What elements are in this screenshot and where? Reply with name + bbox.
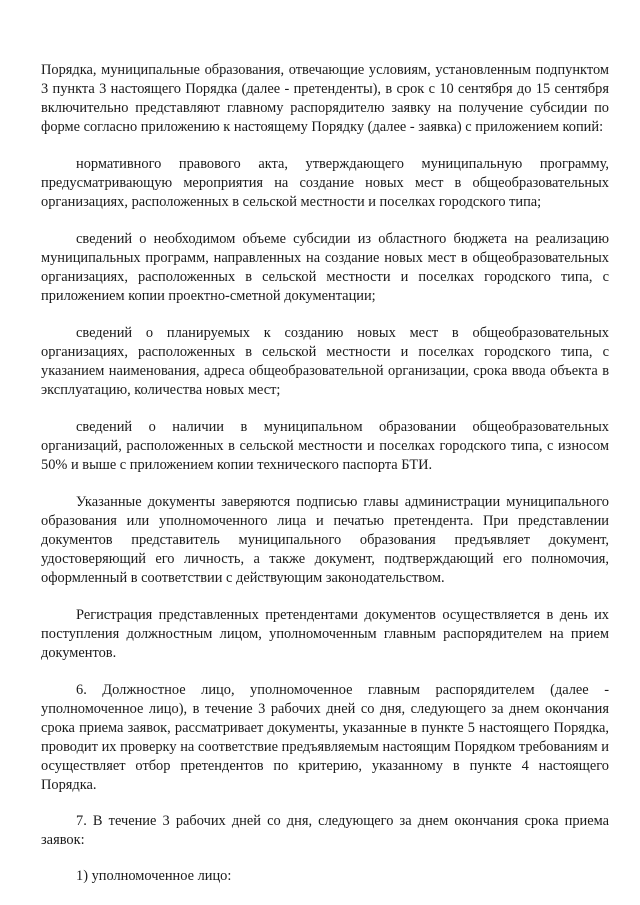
paragraph-normative-act: нормативного правового акта, утверждающего муниципальную программу, предусматривающую мероприятия на создание новых мест в общеобразовательных организациях, расположенных в сельской местности и поселках городского типа; xyxy=(41,156,609,210)
document-body xyxy=(41,61,609,886)
paragraph-eligibility: Порядка, муниципальные образования, отвечающие условиям, установленным подпунктом 3 пункта 3 настоящего Порядка (далее - претенденты), в срок с 10 сентября до 15 сентября включительно представляют главному распорядителю заявку на получение субсидии по форме согласно приложению к настоящему Порядку (далее - заявка) с приложением копий: xyxy=(41,62,609,135)
paragraph-subsidy-volume: сведений о необходимом объеме субсидии из областного бюджета на реализацию муниципальных программ, направленных на создание новых мест в общеобразовательных организациях, расположенных в сельской местности и поселках городского типа, с приложением копии проектно-сметной документации; xyxy=(41,231,609,304)
paragraph-clause-6: 6. Должностное лицо, уполномоченное главным распорядителем (далее - уполномоченное лицо), в течение 3 рабочих дней со дня, следующего за днем окончания срока приема заявок, рассматривает документы, указанные в пункте 5 настоящего Порядка, проводит их проверку на соответствие предъявляемым настоящим Порядком требованиям и осуществляет отбор претендентов по критерию, указанному в пункте 4 настоящего Порядка. xyxy=(41,682,609,793)
paragraph-wear-info: сведений о наличии в муниципальном образовании общеобразовательных организаций, расположенных в сельской местности и поселках городского типа, с износом 50% и выше с приложением копии технического паспорта БТИ. xyxy=(41,419,609,473)
paragraph-subclause-1: 1) уполномоченное лицо: xyxy=(76,868,232,884)
paragraph-certification: Указанные документы заверяются подписью главы администрации муниципального образования или уполномоченного лица и печатью претендента. При представлении документов представитель муниципального образования предъявляет документ, удостоверяющий его личность, а также документ, подтверждающий его полномочия, оформленный в соответствии с действующим законодательством. xyxy=(41,494,609,586)
paragraph-clause-7: 7. В течение 3 рабочих дней со дня, следующего за днем окончания срока приема заявок: xyxy=(41,813,609,848)
paragraph-registration: Регистрация представленных претендентами документов осуществляется в день их поступления должностным лицом, уполномоченным главным распорядителем на прием документов. xyxy=(41,607,609,661)
paragraph-planned-places: сведений о планируемых к созданию новых мест в общеобразовательных организациях, расположенных в сельской местности и поселках городского типа, с указанием наименования, адреса общеобразовательной организации, срока ввода объекта в эксплуатацию, количества новых мест; xyxy=(41,325,609,398)
